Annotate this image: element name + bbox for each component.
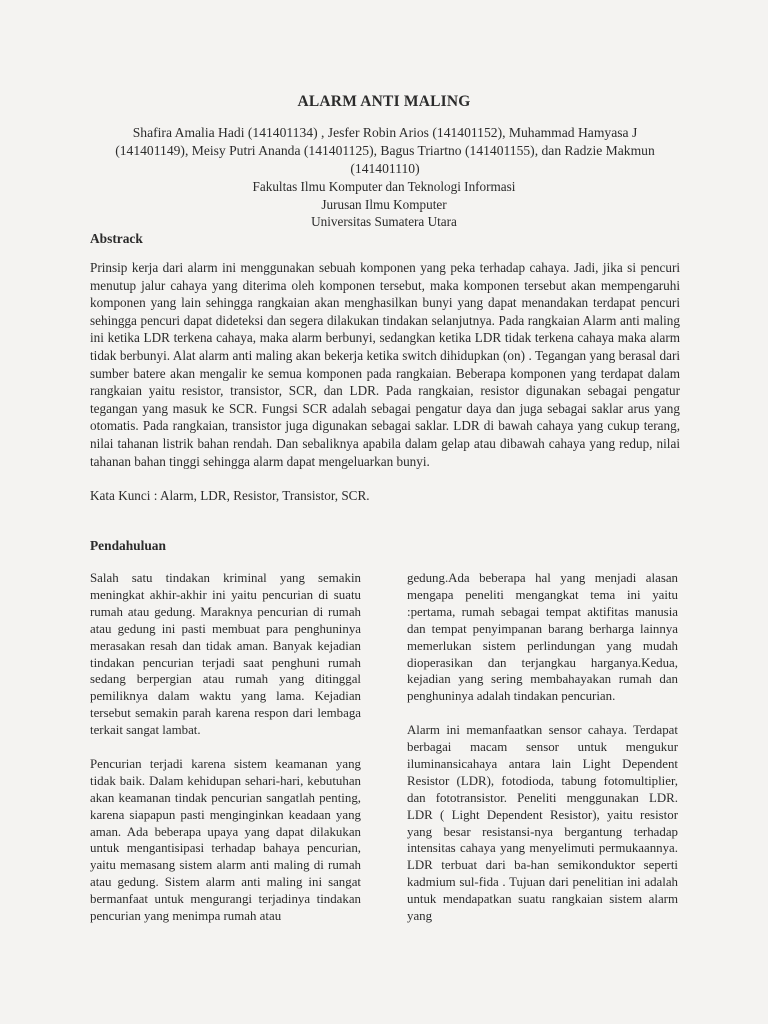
left-column bbox=[90, 570, 361, 942]
author-list: Shafira Amalia Hadi (141401134) , Jesfer Robin Arios (141401152), Muhammad Hamyasa J (141401149), Meisy Putri Ananda (141401125), Bagus Triartno (141401155), dan Radzie Makmun (141401110) bbox=[115, 125, 655, 176]
university-name: Universitas Sumatera Utara bbox=[311, 214, 457, 229]
keywords: Kata Kunci : Alarm, LDR, Resistor, Transistor, SCR. bbox=[90, 488, 370, 503]
intro-paragraph: Alarm ini memanfaatkan sensor cahaya. Terdapat berbagai macam sensor untuk mengukur iluminansicahaya antara lain Light Dependent Resistor (LDR), fotodioda, tabung fotomultiplier, dan fototransistor. Peneliti menggunakan LDR. LDR ( Light Dependent Resistor), yaitu resistor yang besar resistansi-nya bergantung terhadap intensitas cahaya yang menyelimuti permukaannya. LDR terbuat dari ba-han semikonduktor seperti kadmium sul-fida . Tujuan dari penelitian ini adalah untuk mendapatkan suatu rangkaian sistem alarm yang bbox=[407, 723, 678, 924]
intro-paragraph: Pencurian terjadi karena sistem keamanan yang tidak baik. Dalam kehidupan sehari-hari, kebutuhan akan keamanan tindak pencurian sangatlah penting, karena siapapun pasti menginginkan keadaan yang aman. Ada beberapa upaya yang dapat dilakukan untuk mengantisipasi terhadap bahaya pencurian, yaitu memasang sistem alarm anti maling di rumah atau gedung. Sistem alarm anti maling ini sangat bermanfaat untuk mengurangi terjadinya tindakan pencurian yang menimpa rumah atau bbox=[90, 756, 361, 924]
department-name: Jurusan Ilmu Komputer bbox=[321, 196, 447, 212]
affiliation-block bbox=[0, 178, 768, 231]
abstract-text: Prinsip kerja dari alarm ini menggunakan sebuah komponen yang peka terhadap cahaya. Jadi, jika si pencuri menutup jalur cahaya yang diterima oleh komponen tersebut, maka komponen tersebut akan mempengaruhi komponen yang lain sehingga rangkaian akan menghasilkan bunyi yang dapat menandakan terdapat pencuri sehingga pencuri dapat dideteksi dan segera dilakukan tindakan selanjutnya. Pada rangkaian Alarm anti maling ini ketika LDR terkena cahaya, maka alarm berbunyi, sedangkan ketika LDR tidak terkena cahaya maka alarm tidak berbunyi. Alat alarm anti maling akan bekerja ketika switch dihidupkan (on) . Tegangan yang berasal dari sumber batere akan mengalir ke semua komponen pada rangkaian. Beberapa komponen yang terdapat dalam rangkaian yaitu resistor, transistor, SCR, dan LDR. Pada rangkaian, resistor digunakan sebagai pengatur tegangan yang masuk ke SCR. Fungsi SCR adalah sebagai pengatur daya dan juga sebagai saklar arus yang otomatis. Pada rangkaian, transistor juga digunakan sebagai saklar. LDR di bawah cahaya yang cukup terang, nilai tahanan listrik bahan rendah. Dan sebaliknya apabila dalam gelap atau dibawah cahaya yang redup, nilai tahanan bahan tinggi sehingga alarm dapat mengeluarkan bunyi. bbox=[90, 260, 680, 469]
intro-paragraph: Salah satu tindakan kriminal yang semakin meningkat akhir-akhir ini yaitu pencurian di suatu rumah atau gedung. Maraknya pencurian di rumah atau gedung ini pasti membuat para penghuninya merasakan resah dan tidak aman. Banyak kejadian tindakan pencurian terjadi saat penghuni rumah sedang berpergian atau rumah yang ditinggal pemiliknya dalam waktu yang lama. Kejadian tersebut semakin parah karena respon dari lembaga terkait sangat lambat. bbox=[90, 571, 361, 738]
intro-paragraph: gedung.Ada beberapa hal yang menjadi alasan mengapa peneliti mengangkat tema ini yaitu :pertama, rumah sebagai tempat aktifitas manusia dan tempat penyimpanan barang berharga lainnya memerlukan sistem perlindungan yang mudah dioperasikan dan terjangkau harganya.Kedua, kejadian yang sering membahayakan rumah dan penghuninya adalah tindakan pencurian. bbox=[407, 571, 678, 704]
introduction-heading: Pendahuluan bbox=[90, 538, 166, 553]
abstract-heading: Abstrack bbox=[90, 231, 143, 246]
paper-title: ALARM ANTI MALING bbox=[297, 93, 471, 110]
faculty-name: Fakultas Ilmu Komputer dan Teknologi Informasi bbox=[252, 179, 516, 194]
right-column bbox=[407, 570, 678, 942]
